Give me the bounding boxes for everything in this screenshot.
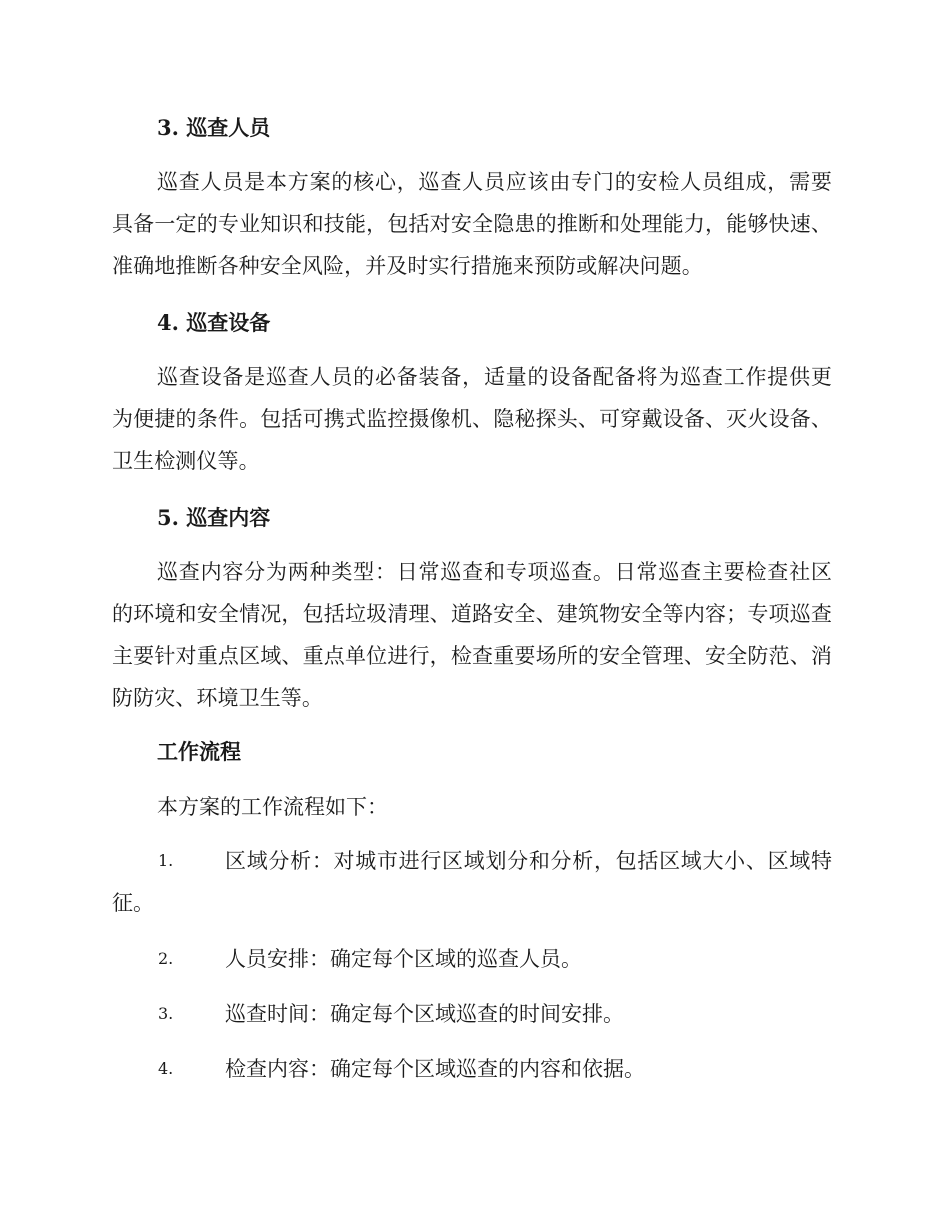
section-heading-equipment: 4. 巡查设备 [157,310,271,335]
workflow-heading: 工作流程 [157,739,241,764]
workflow-intro: 本方案的工作流程如下： [157,795,388,819]
list-number: 1. [158,851,174,870]
workflow-step [112,1048,832,1090]
section-heading-content: 5. 巡查内容 [157,505,271,530]
list-number: 2. [158,949,174,968]
list-number: 4. [158,1059,174,1078]
list-item-text: 检查内容：确定每个区域巡查的内容和依据。 [225,1057,645,1081]
workflow-step [112,840,832,924]
list-number: 3. [158,1004,174,1023]
workflow-step [112,938,832,980]
section-heading-personnel: 3. 巡查人员 [157,115,271,140]
list-item-text: 区域分析：对城市进行区域划分和分析，包括区域大小、区域特征。 [112,849,832,915]
workflow-step [112,993,832,1035]
list-item-text: 人员安排：确定每个区域的巡查人员。 [225,947,582,971]
list-item-text: 巡查时间：确定每个区域巡查的时间安排。 [225,1002,624,1026]
section-body-personnel: 巡查人员是本方案的核心，巡查人员应该由专门的安检人员组成，需要具备一定的专业知识和技能，包括对安全隐患的推断和处理能力，能够快速、准确地推断各种安全风险，并及时实行措施来预防或解决问题。 [112,170,832,278]
section-body-equipment: 巡查设备是巡查人员的必备装备，适量的设备配备将为巡查工作提供更为便捷的条件。包括可携式监控摄像机、隐秘探头、可穿戴设备、灭火设备、卫生检测仪等。 [112,365,832,473]
section-body-content: 巡查内容分为两种类型：日常巡查和专项巡查。日常巡查主要检查社区的环境和安全情况，包括垃圾清理、道路安全、建筑物安全等内容；专项巡查主要针对重点区域、重点单位进行，检查重要场所的安全管理、安全防范、消防防灾、环境卫生等。 [112,560,832,710]
